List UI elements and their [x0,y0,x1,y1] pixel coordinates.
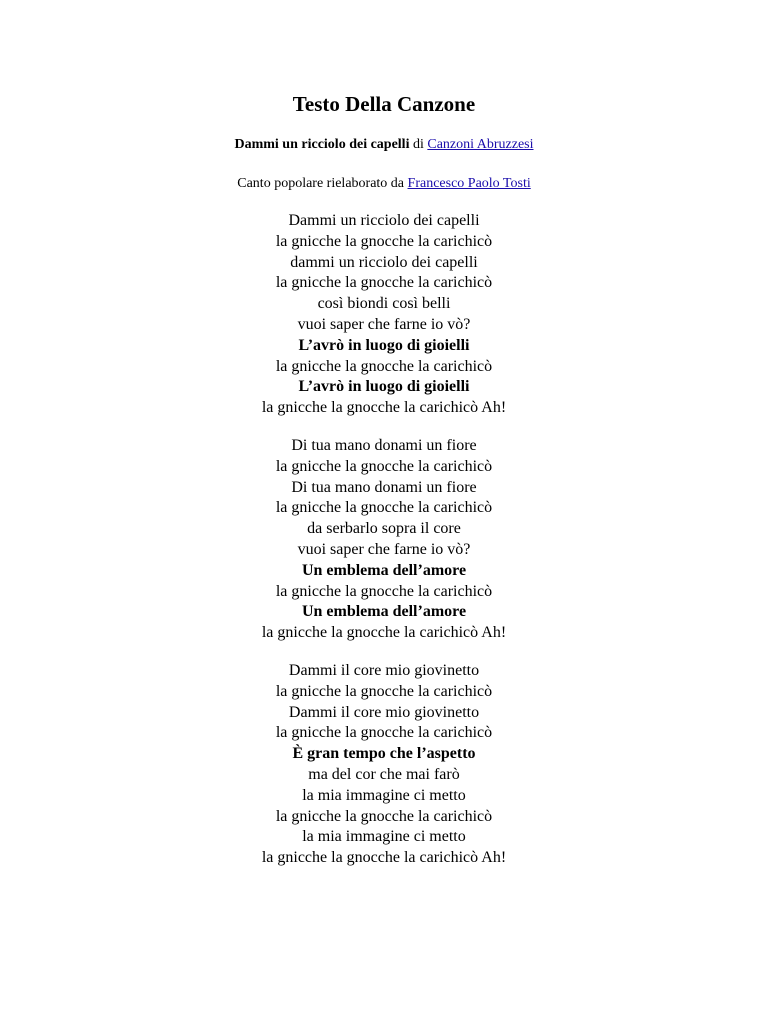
lyric-line: Di tua mano donami un fiore [291,436,477,454]
lyrics-stanza [0,661,768,869]
lyric-line: così biondi così belli [317,295,451,313]
lyric-line: la gnicche la gnocche la carichicò [275,357,493,375]
lyric-line: la gnicche la gnocche la carichicò Ah! [261,849,507,867]
lyric-line: Dammi il core mio giovinetto [288,661,480,679]
lyric-line-bold: Un emblema dell’amore [301,561,467,579]
lyric-line: la gnicche la gnocche la carichicò [275,232,493,250]
lyric-line: la gnicche la gnocche la carichicò [275,724,493,742]
lyric-line: Di tua mano donami un fiore [291,478,477,496]
song-name: Dammi un ricciolo dei capelli [234,137,410,152]
lyric-line: la gnicche la gnocche la carichicò [275,807,493,825]
artist-link[interactable]: Canzoni Abruzzesi [427,137,534,152]
lyric-line-bold: È gran tempo che l’aspetto [292,745,476,763]
composer-link[interactable]: Francesco Paolo Tosti [407,176,531,191]
by-word: di [412,137,424,152]
lyrics-stanza [0,211,768,419]
lyric-line: la mia immagine ci metto [302,828,466,846]
lyrics-stanza [0,436,768,644]
credit-prefix: Canto popolare rielaborato da [237,176,405,191]
song-attribution [0,135,768,155]
lyrics-body [0,211,768,886]
lyric-line: dammi un ricciolo dei capelli [290,253,478,271]
lyric-line-bold: L’avrò in luogo di gioielli [298,378,470,396]
credit-line [0,174,768,194]
lyric-line: la gnicche la gnocche la carichicò [275,582,493,600]
lyric-line: vuoi saper che farne io vò? [297,315,471,333]
lyric-line: la gnicche la gnocche la carichicò [275,457,493,475]
lyric-line: la gnicche la gnocche la carichicò Ah! [261,399,507,417]
lyric-line: ma del cor che mai farò [308,765,460,783]
lyric-line: Dammi un ricciolo dei capelli [288,212,480,229]
lyric-line-bold: L’avrò in luogo di gioielli [298,336,470,354]
lyric-line: Dammi il core mio giovinetto [288,703,480,721]
lyric-line: vuoi saper che farne io vò? [297,540,471,558]
lyric-line: la gnicche la gnocche la carichicò [275,274,493,292]
lyric-line: la gnicche la gnocche la carichicò [275,499,493,517]
lyric-line: da serbarlo sopra il core [307,520,461,538]
lyric-line: la mia immagine ci metto [302,786,466,804]
lyric-line-bold: Un emblema dell’amore [301,603,467,621]
lyric-line: la gnicche la gnocche la carichicò [275,682,493,700]
lyric-line: la gnicche la gnocche la carichicò Ah! [261,624,507,642]
page-title: Testo Della Canzone [292,92,476,116]
